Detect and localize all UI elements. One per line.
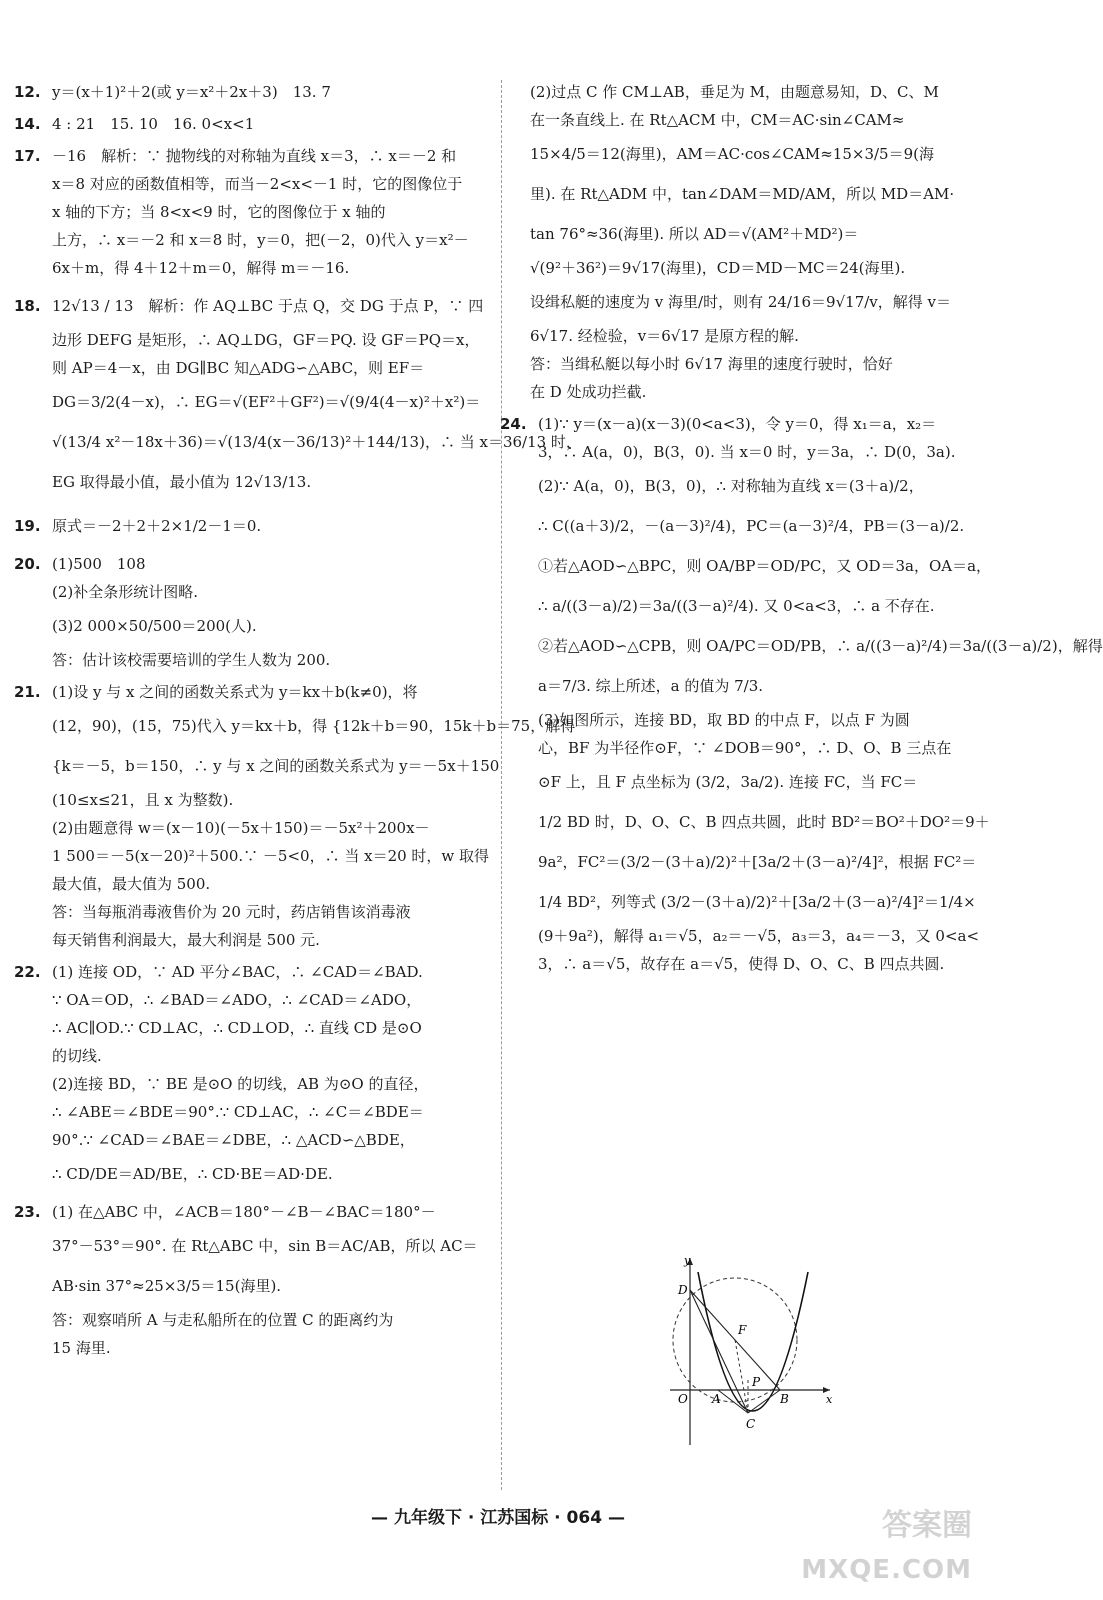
answer-line: 则 AP＝4－x，由 DG∥BC 知△ADG∽△ABC，则 EF＝ bbox=[52, 359, 425, 377]
watermark-logo-text: 答案圈 bbox=[882, 1508, 972, 1543]
label-c: C bbox=[746, 1417, 756, 1431]
answer-line: 9a²，FC²＝(3/2－(3＋a)/2)²＋[3a/2＋(3－a)²/4]²，根据 FC²＝ bbox=[538, 853, 977, 871]
answer-line: ⊙F 上，且 F 点坐标为 (3/2，3a/2). 连接 FC，当 FC＝ bbox=[538, 773, 918, 791]
answer-line: 答：当缉私艇以每小时 6√17 海里的速度行驶时，恰好 bbox=[530, 355, 893, 373]
label-a: A bbox=[712, 1392, 721, 1406]
answer-17 bbox=[14, 142, 492, 282]
answer-line: (1)∵ y＝(x－a)(x－3)(0<a<3)，令 y＝0，得 x₁＝a，x₂＝ bbox=[538, 415, 937, 433]
answer-line: 1 500＝－5(x－20)²＋500.∵ －5<0，∴ 当 x＝20 时，w 取得 bbox=[52, 847, 490, 865]
answer-line: ②若△AOD∽△CPB，则 OA/PC＝OD/PB，∴ a/((3－a)²/4)＝3a/((3－a)/2)，解得 bbox=[538, 637, 1103, 655]
answer-line: 心，BF 为半径作⊙F，∵ ∠DOB＝90°，∴ D、O、B 三点在 bbox=[538, 739, 952, 757]
parabola-circle-figure bbox=[660, 1250, 840, 1450]
answer-line: 设缉私艇的速度为 v 海里/时，则有 24/16＝9√17/v，解得 v＝ bbox=[530, 293, 952, 311]
answer-line: (9＋9a²)，解得 a₁＝√5，a₂＝－√5，a₃＝3，a₄＝－3，又 0<a< bbox=[538, 927, 980, 945]
answer-line: ①若△AOD∽△BPC，则 OA/BP＝OD/PC，又 OD＝3a，OA＝a， bbox=[538, 557, 992, 575]
answer-line: 每天销售利润最大，最大利润是 500 元. bbox=[52, 931, 320, 949]
answer-line: 37°－53°＝90°. 在 Rt△ABC 中，sin B＝AC/AB，所以 AC＝ bbox=[52, 1237, 478, 1255]
label-d: D bbox=[678, 1283, 688, 1297]
left-column bbox=[14, 78, 581, 1366]
answer-line: 3，∴ A(a，0)，B(3，0). 当 x＝0 时，y＝3a，∴ D(0，3a). bbox=[538, 443, 956, 461]
answer-line: ∴ a/((3－a)/2)＝3a/((3－a)²/4). 又 0<a<3，∴ a 不存在. bbox=[538, 597, 935, 615]
answer-line: ∵ OA＝OD，∴ ∠BAD＝∠ADO，∴ ∠CAD＝∠ADO， bbox=[52, 991, 422, 1009]
label-b: B bbox=[780, 1392, 789, 1406]
answer-line: (1) 连接 OD，∵ AD 平分∠BAC，∴ ∠CAD＝∠BAD. bbox=[52, 963, 423, 981]
answer-12 bbox=[14, 78, 492, 106]
answer-20 bbox=[14, 550, 492, 674]
right-column bbox=[500, 78, 1103, 982]
question-number: 23. bbox=[14, 1203, 41, 1221]
question-number: 17. bbox=[14, 147, 41, 165]
answer-line: 12√13 / 13 解析：作 AQ⊥BC 于点 Q，交 DG 于点 P，∵ 四 bbox=[52, 297, 484, 315]
answer-line: {k＝－5，b＝150，∴ y 与 x 之间的函数关系式为 y＝－5x＋150 bbox=[52, 757, 500, 775]
question-number: 18. bbox=[14, 297, 41, 315]
figure-svg bbox=[660, 1250, 840, 1450]
question-number: 19. bbox=[14, 517, 41, 535]
answer-line: 边形 DEFG 是矩形，∴ AQ⊥DG，GF＝PQ. 设 GF＝PQ＝x， bbox=[52, 331, 480, 349]
segment-fc bbox=[735, 1340, 748, 1413]
answer-22 bbox=[14, 958, 492, 1194]
answer-18 bbox=[14, 286, 581, 502]
watermark bbox=[801, 1500, 980, 1595]
page-footer: — 九年级下 · 江苏国标 · 064 — bbox=[371, 1508, 625, 1528]
answer-line: (12，90)，(15，75)代入 y＝kx＋b，得 {12k＋b＝90，15k＋b＝75，解得 bbox=[52, 717, 576, 735]
answer-line: √(13/4 x²－18x＋36)＝√(13/4(x－36/13)²＋144/13)，∴ 当 x＝36/13 时， bbox=[52, 433, 581, 451]
answer-line: (10≤x≤21，且 x 为整数). bbox=[52, 791, 234, 809]
label-f: F bbox=[738, 1323, 747, 1337]
answer-23 bbox=[14, 1198, 492, 1362]
answer-line: (2)补全条形统计图略. bbox=[52, 583, 199, 601]
answer-line: 4 : 21 15. 10 16. 0<x<1 bbox=[52, 115, 255, 133]
answer-line: EG 取得最小值，最小值为 12√13/13. bbox=[52, 473, 312, 491]
answer-line: a＝7/3. 综上所述，a 的值为 7/3. bbox=[538, 677, 764, 695]
answer-23-part-2 bbox=[530, 78, 988, 406]
answer-line: 3，∴ a＝√5，故存在 a＝√5，使得 D、O、C、B 四点共圆. bbox=[538, 955, 945, 973]
question-number: 20. bbox=[14, 555, 41, 573]
answer-line: ∴ CD/DE＝AD/BE，∴ CD·BE＝AD·DE. bbox=[52, 1165, 333, 1183]
answer-line: 15 海里. bbox=[52, 1339, 111, 1357]
question-number: 12. bbox=[14, 83, 41, 101]
answer-line: tan 76°≈36(海里). 所以 AD＝√(AM²＋MD²)＝ bbox=[530, 225, 859, 243]
answer-line: 原式＝－2＋2＋2×1/2－1＝0. bbox=[52, 517, 262, 535]
answer-line: √(9²＋36²)＝9√17(海里)，CD＝MD－MC＝24(海里). bbox=[530, 259, 906, 277]
question-number: 22. bbox=[14, 963, 41, 981]
answer-line: 答：观察哨所 A 与走私船所在的位置 C 的距离约为 bbox=[52, 1311, 394, 1329]
answer-line: 里). 在 Rt△ADM 中，tan∠DAM＝MD/AM，所以 MD＝AM· bbox=[530, 185, 955, 203]
answer-line: 1/2 BD 时，D、O、C、B 四点共圆，此时 BD²＝BO²＋DO²＝9＋ bbox=[538, 813, 990, 831]
answer-line: 在 D 处成功拦截. bbox=[530, 383, 647, 401]
answer-line: (1)设 y 与 x 之间的函数关系式为 y＝kx＋b(k≠0)，将 bbox=[52, 683, 418, 701]
watermark-url: MXQE.COM bbox=[801, 1555, 972, 1585]
answer-line: (1)500 108 bbox=[52, 555, 146, 573]
answer-21 bbox=[14, 678, 576, 954]
question-number: 24. bbox=[500, 415, 527, 433]
segment-cb bbox=[748, 1390, 780, 1413]
answer-line: 6x＋m，得 4＋12＋m＝0，解得 m＝－16. bbox=[52, 259, 350, 277]
answer-line: (3)如图所示，连接 BD，取 BD 的中点 F，以点 F 为圆 bbox=[538, 711, 910, 729]
answer-line: (2)连接 BD，∵ BE 是⊙O 的切线，AB 为⊙O 的直径， bbox=[52, 1075, 429, 1093]
answer-line: DG＝3/2(4－x)，∴ EG＝√(EF²＋GF²)＝√(9/4(4－x)²＋x²)＝ bbox=[52, 393, 481, 411]
question-number: 14. bbox=[14, 115, 41, 133]
answer-line: 答：当每瓶消毒液售价为 20 元时，药店销售该消毒液 bbox=[52, 903, 411, 921]
label-p: P bbox=[752, 1375, 761, 1389]
answer-line: ∴ ∠ABE＝∠BDE＝90°.∵ CD⊥AC，∴ ∠C＝∠BDE＝ bbox=[52, 1103, 424, 1121]
answer-line: 6√17. 经检验，v＝6√17 是原方程的解. bbox=[530, 327, 799, 345]
answer-line: －16 解析：∵ 抛物线的对称轴为直线 x＝3，∴ x＝－2 和 bbox=[52, 147, 457, 165]
answer-line: 最大值，最大值为 500. bbox=[52, 875, 211, 893]
answer-line: x＝8 对应的函数值相等，而当－2<x<－1 时，它的图像位于 bbox=[52, 175, 463, 193]
answer-line: (2)过点 C 作 CM⊥AB，垂足为 M，由题意易知，D、C、M bbox=[530, 83, 939, 101]
label-o: O bbox=[678, 1392, 688, 1406]
question-number: 21. bbox=[14, 683, 41, 701]
answer-line: ∴ AC∥OD.∵ CD⊥AC，∴ CD⊥OD，∴ 直线 CD 是⊙O bbox=[52, 1019, 422, 1037]
answer-line: y＝(x＋1)²＋2(或 y＝x²＋2x＋3) 13. 7 bbox=[52, 83, 331, 101]
answer-line: 在一条直线上. 在 Rt△ACM 中，CM＝AC·sin∠CAM≈ bbox=[530, 111, 905, 129]
answer-line: 答：估计该校需要培训的学生人数为 200. bbox=[52, 651, 331, 669]
answer-line: (3)2 000×50/500＝200(人). bbox=[52, 617, 257, 635]
answer-line: ∴ C((a＋3)/2，－(a－3)²/4)，PC＝(a－3)²/4，PB＝(3－a)/2. bbox=[538, 517, 965, 535]
answer-line: AB·sin 37°≈25×3/5＝15(海里). bbox=[52, 1277, 282, 1295]
answer-line: x 轴的下方；当 8<x<9 时，它的图像位于 x 轴的 bbox=[52, 203, 386, 221]
answer-line: (2)∵ A(a，0)，B(3，0)，∴ 对称轴为直线 x＝(3＋a)/2， bbox=[538, 477, 924, 495]
answer-19 bbox=[14, 506, 492, 546]
answer-line: 1/4 BD²，列等式 (3/2－(3＋a)/2)²＋[3a/2＋(3－a)²/4]²＝1/4× bbox=[538, 893, 976, 911]
answer-line: 上方，∴ x＝－2 和 x＝8 时，y＝0，把(－2，0)代入 y＝x²－ bbox=[52, 231, 469, 249]
answer-24 bbox=[500, 410, 1103, 978]
label-x: x bbox=[826, 1393, 833, 1406]
answer-line: 90°.∵ ∠CAD＝∠BAE＝∠DBE，∴ △ACD∽△BDE， bbox=[52, 1131, 415, 1149]
answer-line: 15×4/5＝12(海里)，AM＝AC·cos∠CAM≈15×3/5＝9(海 bbox=[530, 145, 934, 163]
answer-14 bbox=[14, 110, 492, 138]
answer-line: (2)由题意得 w＝(x－10)(－5x＋150)＝－5x²＋200x－ bbox=[52, 819, 430, 837]
answer-line: 的切线. bbox=[52, 1047, 102, 1065]
answer-line: (1) 在△ABC 中，∠ACB＝180°－∠B－∠BAC＝180°－ bbox=[52, 1203, 436, 1221]
label-y: y bbox=[684, 1254, 691, 1267]
